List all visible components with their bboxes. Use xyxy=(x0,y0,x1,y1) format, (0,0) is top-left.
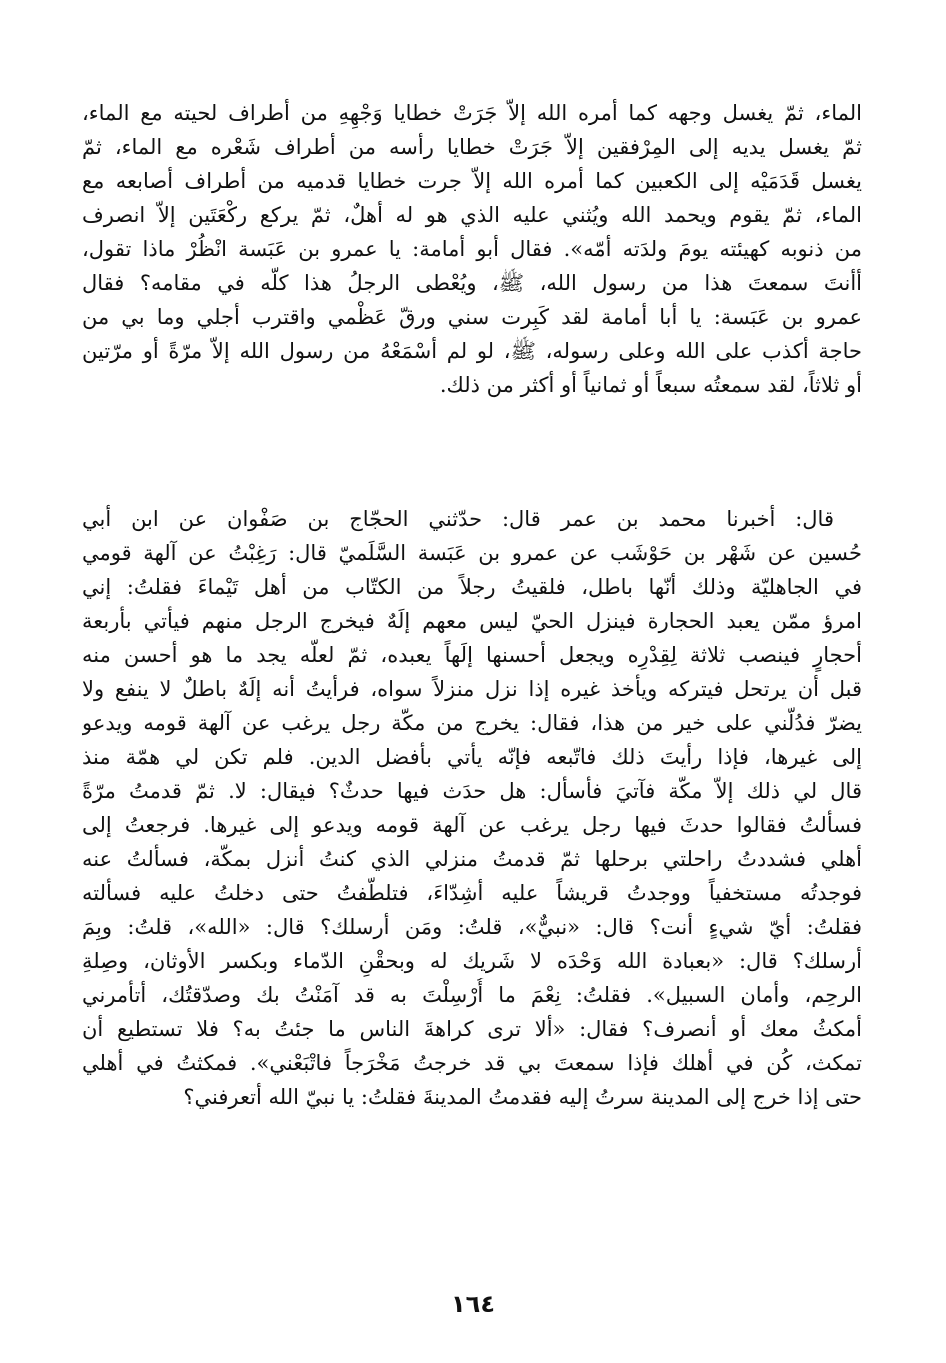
text-line: أرسلك؟ قال: «بعبادة الله وَحْدَه لا شَريك له وبحقْنِ الدّماء وبكسر الأوثان، وصِلةِ xyxy=(82,949,862,973)
text-line: حتى إذا خرج إلى المدينة سرتُ إليه فقدمتُ المدينةَ فقلتُ: يا نبيّ الله أتعرفني؟ xyxy=(183,1085,862,1109)
text-line: حاجة أكذب على الله وعلى رسوله، ﷺ، لو لم أسْمَعْهُ من رسول الله إلاّ مرّةً أو مرّتين xyxy=(82,339,862,363)
text-line: عمرو بن عَبَسة: يا أبا أمامة لقد كَبِرت سني ورقّ عَظْمي واقترب أجلي وما بي من xyxy=(82,305,862,329)
text-line: إلى غيرها، فإذا رأيتَ ذلك فاتّبعه فإنّه يأتي بأفضل الدين. فلم تكن لي همّة منذ xyxy=(82,745,862,769)
text-line: أحجارٍ فينصب ثلاثة لِقِدْرِه ويجعل أحسنها إلَهاً يعبده، ثمّ لعلّه يجد ما هو أحسن منه xyxy=(82,643,862,667)
text-line: فوجدتُه مستخفياً ووجدتُ قريشاً عليه أشِدّاءَ، فتلطّفتُ حتى دخلتُ عليه فسألته xyxy=(82,881,862,905)
text-line: من ذنوبه كهيئته يومَ ولدَته أمّه». فقال أبو أمامة: يا عمرو بن عَبَسة انْظُرْ ماذا تقول، xyxy=(82,237,862,261)
text-line: فقلتُ: أيّ شيءٍ أنت؟ قال: «نبيٌّ»، قلتُ: ومَن أرسلك؟ قال: «الله»، قلتُ: وبِمَ xyxy=(82,915,862,939)
text-line: حُسين عن شَهْر بن حَوْشَب عن عمرو بن عَبَسة السَّلَميّ قال: رَغِبْتُ عن آلهة قومي xyxy=(82,541,862,565)
paragraph-2 xyxy=(82,502,862,1114)
text-line: فسألتُ فقالوا حدثَ فيها رجل يرغب عن آلهة قومه ويدعو إلى غيرها. فرجعتُ إلى xyxy=(82,813,862,837)
text-line: أأنتَ سمعتَ هذا من رسول الله، ﷺ، ويُعْطى الرجلُ هذا كلّه في مقامه؟ فقال xyxy=(82,271,862,295)
text-line: أمكثُ معك أو أنصرف؟ فقال: «ألا ترى كراهةَ الناس ما جئتُ به؟ فلا تستطيع أن xyxy=(82,1017,862,1041)
text-line: أهلي فشددتُ راحلتي برحلها ثمّ قدمتُ منزلي الذي كنتُ أنزل بمكّة، فسألتُ عنه xyxy=(82,847,862,871)
text-line: قال: أخبرنا محمد بن عمر قال: حدّثني الحجّاج بن صَفْوان عن ابن أبي xyxy=(82,507,834,531)
text-line: يغسل قَدَمَيْه إلى الكعبين كما أمره الله إلاّ جرت خطايا قدميه من أطراف أصابعه مع xyxy=(82,169,862,193)
text-line: امرؤ ممّن يعبد الحجارة فينزل الحيّ ليس معهم إلَهٌ فيخرج الرجل منهم فيأتي بأربعة xyxy=(82,609,862,633)
text-line: ثمّ يغسل يديه إلى المِرْفقين إلاّ جَرَتْ خطايا رأسه من أطراف شَعْره مع الماء، ثمّ xyxy=(82,135,862,159)
text-line: الماء، ثمّ يغسل وجهه كما أمره الله إلاّ جَرَتْ خطايا وَجْهِهِ من أطراف لحيته مع الماء، xyxy=(82,101,862,125)
paragraph-1 xyxy=(82,96,862,402)
text-line: في الجاهليّة وذلك أنّها باطل، فلقيتُ رجلاً من الكتّاب من أهل تَيْماءَ فقلتُ: إني xyxy=(82,575,862,599)
text-line: قال لي ذلك إلاّ مكّة فآتيَ فأسأل: هل حدَث فيها حدثٌ؟ فيقال: لا. ثمّ قدمتُ مرّةً xyxy=(82,779,862,803)
text-line: الرحِم، وأمان السبيل». فقلتُ: نِعْمَ ما أُرْسِلْتَ به قد آمَنْتُ بك وصدّقتُك، أتأمرني xyxy=(82,983,862,1007)
text-line: الماء، ثمّ يقوم ويحمد الله ويُثني عليه الذي هو له أهلٌ، ثمّ يركع ركْعَتَين إلاّ انصرف xyxy=(82,203,862,227)
text-line: يضرّ فدُلّني على خير من هذا، فقال: يخرج من مكّة رجل يرغب عن آلهة قومه ويدعو xyxy=(82,711,862,735)
text-line: أو ثلاثاً، لقد سمعتُه سبعاً أو ثمانياً أو أكثر من ذلك. xyxy=(439,373,862,397)
text-line: تمكث، كُن في أهلك فإذا سمعتَ بي قد خرجتُ مَخْرَجاً فاتْبَعْني». فمكثتُ في أهلي xyxy=(82,1051,862,1075)
text-line: قبل أن يرتحل فيتركه ويأخذ غيره إذا نزل منزلاً سواه، فرأيتُ أنه إلَهٌ باطلٌ لا ينفع ولا xyxy=(82,677,862,701)
page-number: ١٦٤ xyxy=(451,1290,495,1318)
